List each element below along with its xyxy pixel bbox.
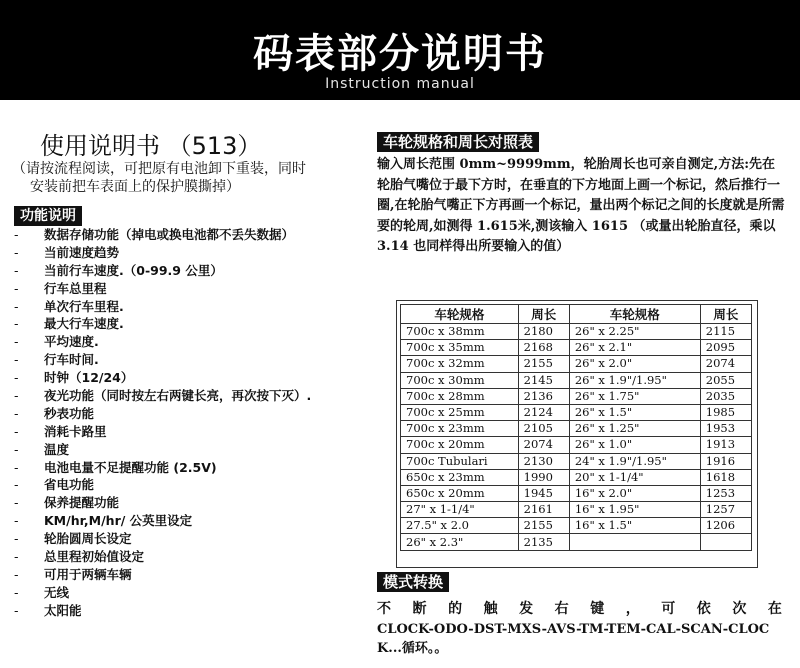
wheel-size-cell: 20" x 1-1/4" [569,469,700,485]
wheel-size-cell: 700c x 35mm [401,340,519,356]
wheel-size-cell: 26" x 2.3" [401,534,519,550]
circumference-cell: 2145 [518,372,569,388]
bullet-dash: - [14,262,19,278]
mode-char: 次 [732,601,747,617]
feature-item [14,387,374,405]
mode-char: 键 [590,601,605,617]
feature-text: 行车总里程 [44,280,107,296]
wheel-size-cell [569,534,700,550]
circumference-cell: 2115 [700,324,751,340]
wheel-size-cell: 700c x 25mm [401,404,519,420]
circumference-cell: 1945 [518,485,569,501]
feature-text: 当前速度趋势 [44,244,120,260]
header-circumference: 周长 [518,305,569,324]
mode-char: 可 [661,601,676,617]
circumference-cell: 2105 [518,421,569,437]
feature-item [14,602,374,620]
feature-item [14,262,374,280]
feature-item [14,584,374,602]
manual-title: 使用说明书 （513） [40,132,262,160]
table-row [401,502,752,518]
feature-item [14,459,374,477]
circumference-cell: 2136 [518,388,569,404]
wheel-size-cell: 26" x 2.1" [569,340,700,356]
feature-item [14,351,374,369]
table-row [401,437,752,453]
circumference-cell: 1253 [700,485,751,501]
header-wheel-size: 车轮规格 [401,305,519,324]
mode-char: 断 [412,601,427,617]
feature-text: 行车时间. [44,352,99,368]
bullet-dash: - [14,423,19,439]
wheel-size-cell: 650c x 23mm [401,469,519,485]
circumference-cell: 2055 [700,372,751,388]
feature-item [14,494,374,512]
feature-text: 时钟（12/24） [44,370,134,386]
wheel-size-cell: 26" x 1.5" [569,404,700,420]
wheel-size-cell: 16" x 1.5" [569,518,700,534]
wheel-size-cell: 650c x 20mm [401,485,519,501]
circumference-cell: 1916 [700,453,751,469]
wheel-table-frame [396,300,758,568]
circumference-cell: 2155 [518,356,569,372]
table-row [401,388,752,404]
feature-text: 温度 [44,441,70,457]
mode-char: ， [625,601,640,617]
bullet-dash: - [14,244,19,260]
mode-char: 依 [696,601,711,617]
feature-text: 数据存储功能（掉电或换电池都不丢失数据） [44,227,295,242]
mode-char: 触 [483,601,498,617]
wheel-size-cell: 700c x 32mm [401,356,519,372]
circumference-cell: 2124 [518,404,569,420]
feature-item [14,441,374,459]
circumference-cell: 2135 [518,534,569,550]
feature-item [14,423,374,441]
circumference-cell: 1206 [700,518,751,534]
wheel-size-cell: 700c Tubulari [401,453,519,469]
circumference-cell: 1618 [700,469,751,485]
feature-item [14,476,374,494]
wheel-size-cell: 700c x 23mm [401,421,519,437]
wheel-size-cell: 700c x 38mm [401,324,519,340]
table-row [401,469,752,485]
table-row [401,404,752,420]
install-note [12,160,372,196]
feature-text: 当前行车速度.（0-99.9 公里） [44,262,223,278]
wheel-table [400,304,752,551]
circumference-cell: 2155 [518,518,569,534]
circumference-cell: 2180 [518,324,569,340]
bullet-dash: - [14,531,19,547]
bullet-dash: - [14,584,19,600]
wheel-table-label: 车轮规格和周长对照表 [377,132,539,152]
bullet-dash: - [14,405,19,421]
feature-text: KM/hr,M/hr/ 公英里设定 [44,513,193,529]
bullet-dash: - [14,280,19,296]
mode-char: 在 [767,601,782,617]
circumference-cell: 2168 [518,340,569,356]
wheel-description: 输入周长范围 0mm~9999mm，轮胎周长也可亲自测定,方法:先在轮胎气嘴位于最下方时，在垂直的下方地面上画一个标记，然后推行一圈,在轮胎气嘴正下方再画一个标记，量出两个标记之间的长度就是所需要的轮周,如测得 1.615米,测该输入 1615 （或量出轮胎直径，乘以 3.14 也同样得出所要输入的值） [377,157,785,254]
feature-item [14,548,374,566]
wheel-size-cell: 27.5" x 2.0 [401,518,519,534]
bullet-dash: - [14,227,19,242]
feature-text: 保养提醒功能 [44,495,120,511]
feature-text: 省电功能 [44,477,95,493]
circumference-cell: 1990 [518,469,569,485]
feature-text: 消耗卡路里 [44,423,107,439]
bullet-dash: - [14,566,19,582]
table-row [401,340,752,356]
mode-char: 发 [519,601,534,617]
wheel-size-cell: 700c x 28mm [401,388,519,404]
wheel-table-body [401,324,752,551]
wheel-size-cell: 26" x 2.25" [569,324,700,340]
feature-text: 单次行车里程. [44,298,124,314]
feature-item [14,333,374,351]
circumference-cell: 2074 [518,437,569,453]
features-list [14,226,374,620]
wheel-size-cell: 26" x 1.75" [569,388,700,404]
wheel-size-cell: 26" x 1.25" [569,421,700,437]
table-row [401,485,752,501]
feature-item [14,298,374,316]
feature-text: 可用于两辆车辆 [44,566,132,582]
feature-text: 秒表功能 [44,405,95,421]
bullet-dash: - [14,549,19,565]
feature-text: 电池电量不足提醒功能 (2.5V) [44,459,217,475]
wheel-size-cell: 27" x 1-1/4" [401,502,519,518]
bullet-dash: - [14,513,19,529]
circumference-cell: 2074 [700,356,751,372]
feature-item [14,226,374,244]
mode-char: 不 [377,601,391,617]
header-banner [0,0,800,100]
feature-text: 太阳能 [44,602,82,618]
wheel-size-cell: 700c x 20mm [401,437,519,453]
banner-title: 码表部分说明书 [253,31,547,77]
bullet-dash: - [14,495,19,511]
mode-label: 模式转换 [377,572,449,592]
feature-text: 夜光功能（同时按左右两键长亮，再次按下灭）. [44,388,312,404]
feature-text: 轮胎圆周长设定 [44,531,132,547]
bullet-dash: - [14,602,19,618]
table-row [401,518,752,534]
feature-text: 平均速度. [44,334,99,350]
circumference-cell: 2035 [700,388,751,404]
mode-description [377,598,782,618]
wheel-size-cell: 16" x 1.95" [569,502,700,518]
feature-text: 最大行车速度. [44,316,124,332]
header-circumference: 周长 [700,305,751,324]
mode-char: 右 [554,601,569,617]
bullet-dash: - [14,370,19,386]
feature-item [14,566,374,584]
bullet-dash: - [14,477,19,493]
bullet-dash: - [14,334,19,350]
bullet-dash: - [14,441,19,457]
feature-item [14,405,374,423]
feature-item [14,280,374,298]
install-note-line1: （请按流程阅读，可把原有电池卸下重装，同时 [12,161,306,177]
feature-item [14,512,374,530]
wheel-size-cell: 26" x 1.9"/1.95" [569,372,700,388]
features-label: 功能说明 [14,206,82,226]
feature-item [14,369,374,387]
bullet-dash: - [14,459,19,475]
circumference-cell: 2161 [518,502,569,518]
feature-item [14,530,374,548]
feature-text: 无线 [44,584,70,600]
table-row [401,372,752,388]
wheel-size-cell: 16" x 2.0" [569,485,700,501]
bullet-dash: - [14,352,19,368]
table-row [401,356,752,372]
circumference-cell: 1953 [700,421,751,437]
circumference-cell: 1985 [700,404,751,420]
banner-subtitle: Instruction manual [325,76,475,92]
feature-item [14,315,374,333]
feature-item [14,244,374,262]
header-wheel-size: 车轮规格 [569,305,700,324]
table-row [401,453,752,469]
bullet-dash: - [14,388,19,404]
circumference-cell: 1257 [700,502,751,518]
table-row [401,324,752,340]
bullet-dash: - [14,298,19,314]
table-row [401,421,752,437]
wheel-size-cell: 700c x 30mm [401,372,519,388]
wheel-size-cell: 24" x 1.9"/1.95" [569,453,700,469]
wheel-size-cell: 26" x 2.0" [569,356,700,372]
table-row [401,534,752,550]
bullet-dash: - [14,316,19,332]
mode-char: 的 [448,601,463,617]
circumference-cell: 2095 [700,340,751,356]
wheel-size-cell: 26" x 1.0" [569,437,700,453]
circumference-cell: 2130 [518,453,569,469]
install-note-line2: 安装前把车表面上的保护膜撕掉） [30,179,240,195]
wheel-table-header-row [401,305,752,324]
circumference-cell: 1913 [700,437,751,453]
circumference-cell [700,534,751,550]
feature-text: 总里程初始值设定 [44,549,145,565]
mode-sequence: CLOCK-ODO-DST-MXS-AVS-TM-TEM-CAL-SCAN-CLOCK...循环。。 [377,622,770,656]
